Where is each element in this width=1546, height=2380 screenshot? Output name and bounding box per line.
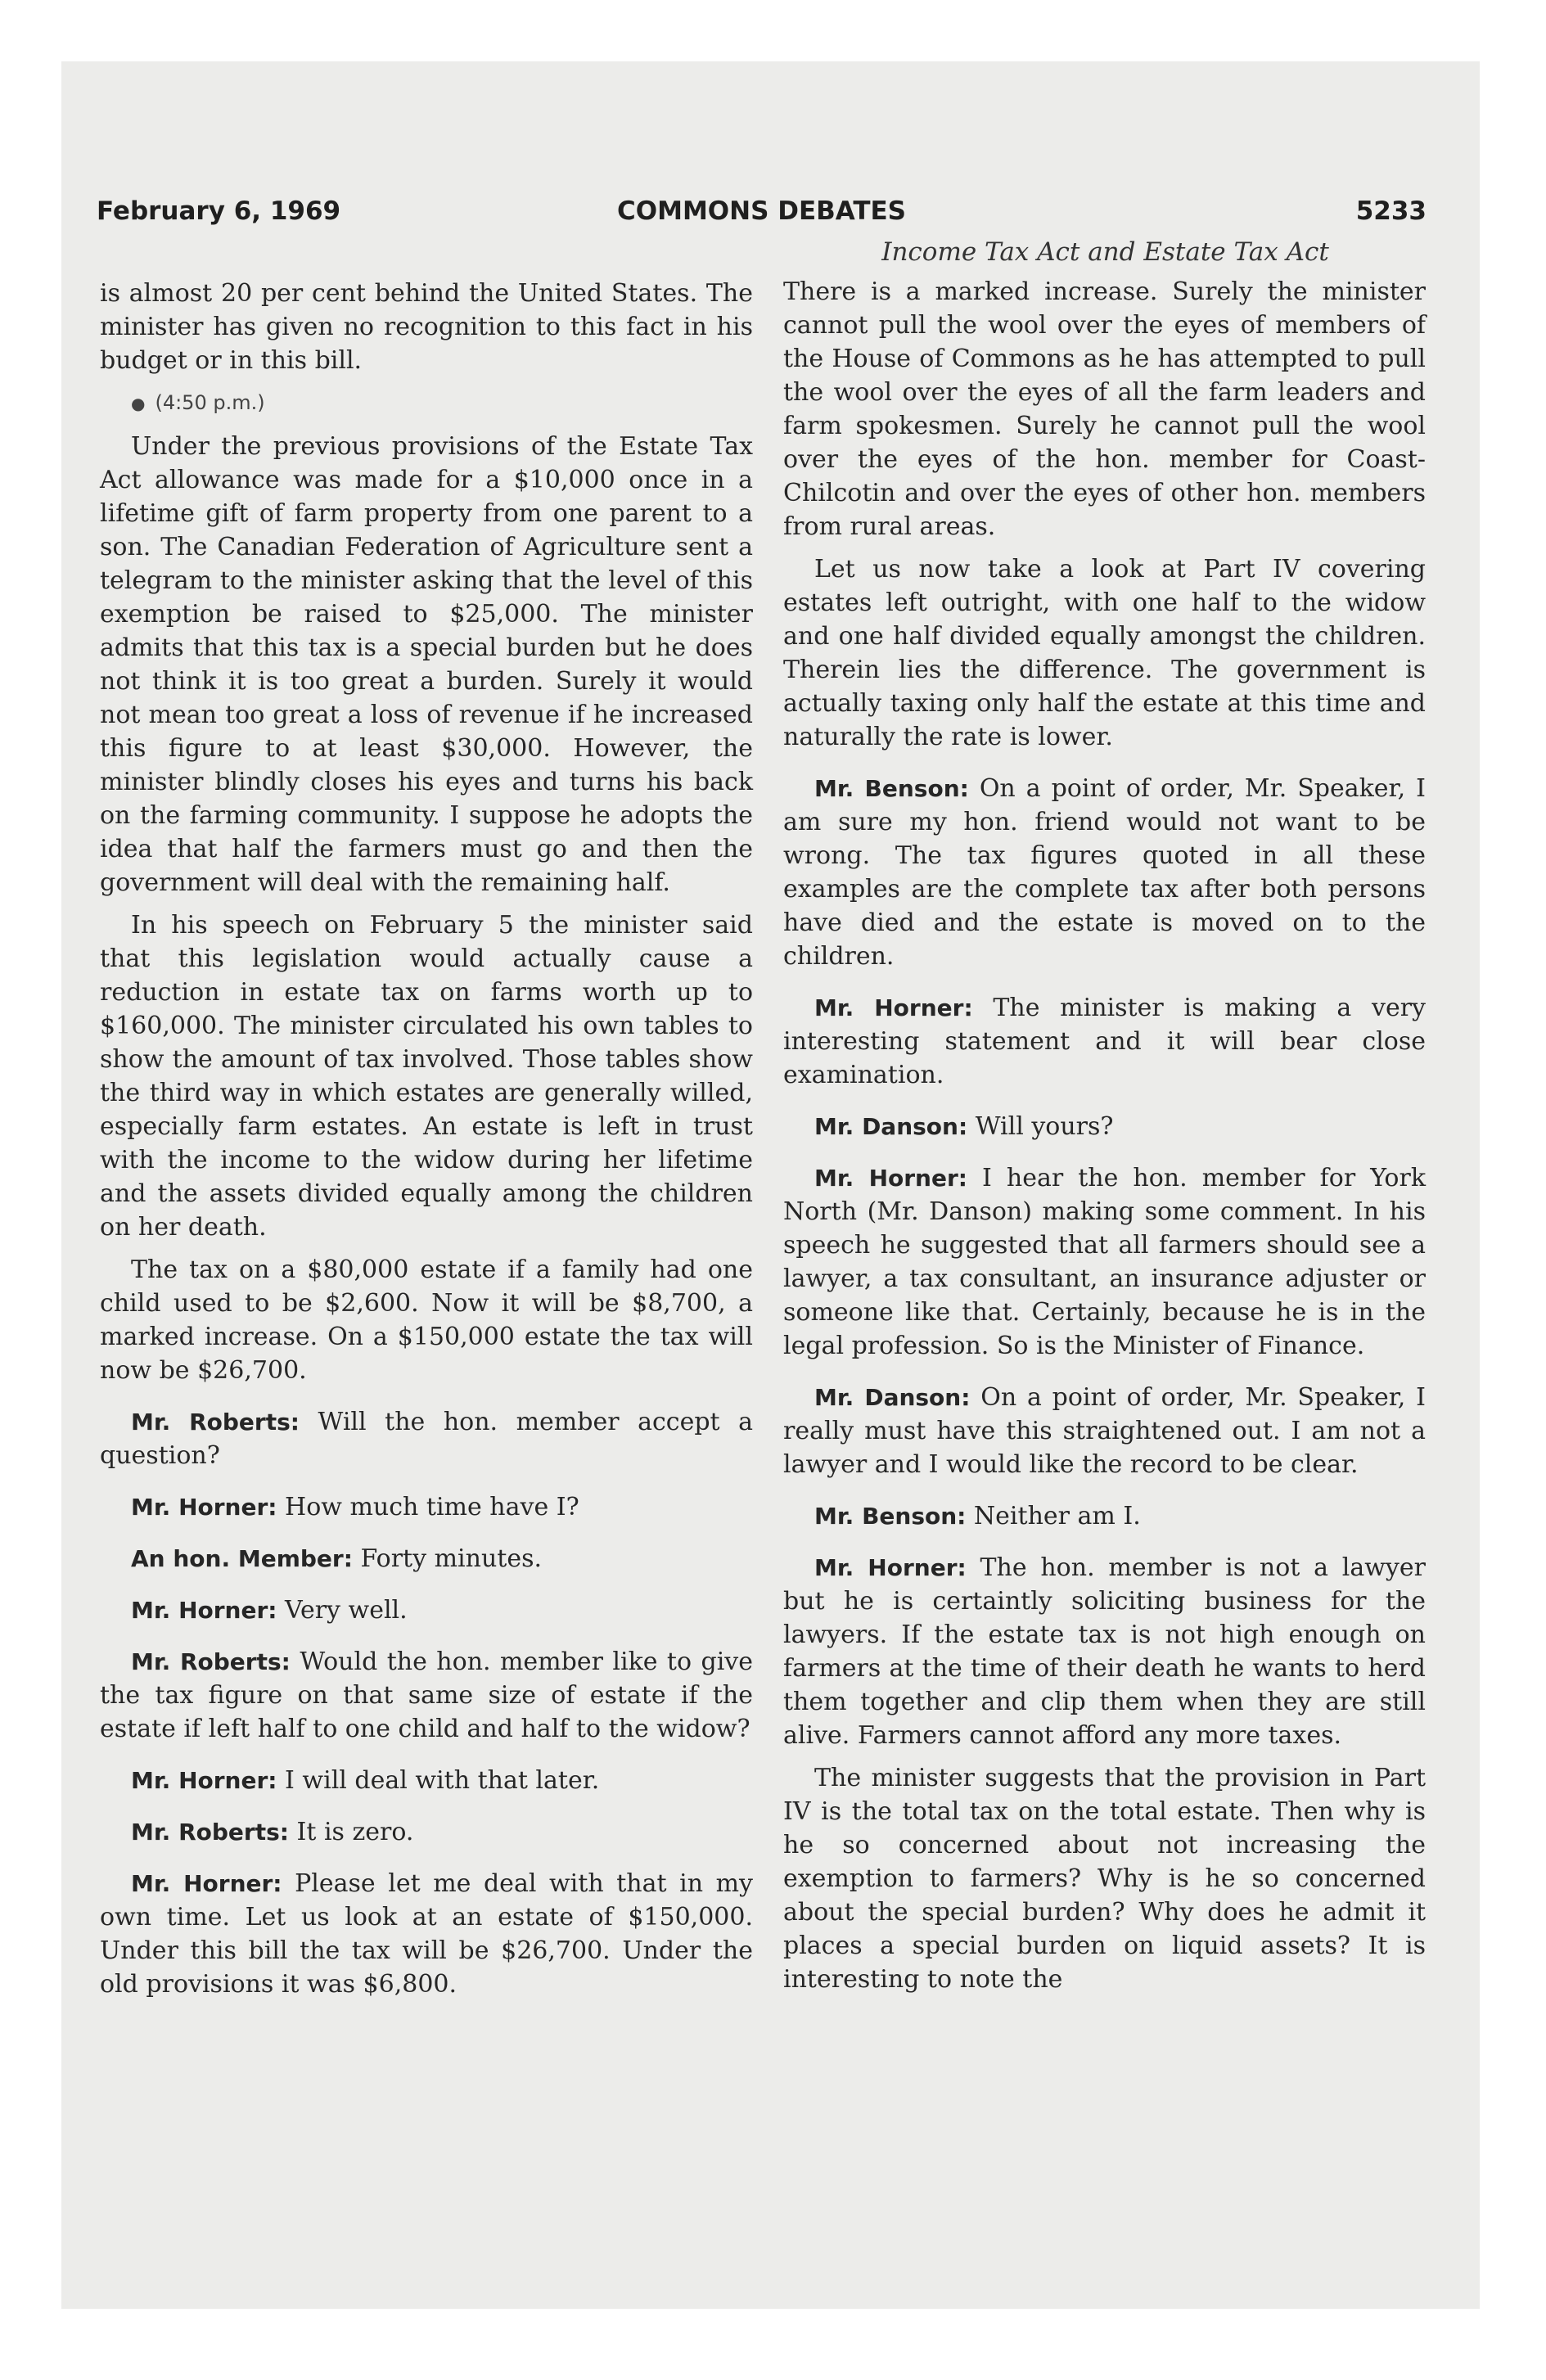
- speech: [100, 1764, 753, 1797]
- paragraph: The tax on a $80,000 estate if a family had one child used to be $2,600. Now it will be $8,700, a marked increase. On a $150,000 estate the tax will now be $26,700.: [100, 1255, 753, 1385]
- speech: [783, 991, 1426, 1092]
- speaker-name: Mr. Horner:: [131, 1767, 277, 1794]
- paragraph: Under the previous provisions of the Estate Tax Act allowance was made for a $10,000 once in a lifetime gift of farm property from one parent to a son. The Canadian Federation of Agriculture sent a telegram to the minister asking that the level of this exemption be raised to $25,000. The minister admits that this tax is a special burden but he does not think it is too great a burden. Surely it would not mean too great a loss of revenue if he increased this figure to at least $30,000. However, the minister blindly closes his eyes and turns his back on the farming community. I suppose he adopts the idea that half the farmers must go and then the government will deal with the remaining half.: [100, 432, 753, 897]
- time-marker: [100, 386, 753, 421]
- speaker-name: Mr. Horner:: [814, 994, 973, 1021]
- speech-text: How much time have I?: [285, 1493, 579, 1521]
- speaker-name: Mr. Danson:: [814, 1113, 968, 1140]
- speech-text: I will deal with that later.: [285, 1766, 600, 1795]
- speech: [783, 1110, 1426, 1143]
- speech: [783, 1381, 1426, 1481]
- speaker-name: Mr. Roberts:: [131, 1409, 300, 1436]
- speaker-name: An hon. Member:: [131, 1545, 353, 1572]
- header-title: COMMONS DEBATES: [617, 196, 906, 226]
- speech-text: On a point of order, Mr. Speaker, I am sure my hon. friend would not want to be wrong. The tax figures quoted in all these examples are the complete tax after both persons have died and the estate is moved on to the children.: [783, 774, 1426, 971]
- speech: [100, 1867, 753, 2001]
- speech: [100, 1490, 753, 1524]
- speaker-name: Mr. Horner:: [131, 1494, 277, 1521]
- speech-text: On a point of order, Mr. Speaker, I really must have this straightened out. I am not a lawyer and I would like the record to be clear.: [783, 1383, 1426, 1479]
- speech: [783, 772, 1426, 973]
- bullet-icon: ●: [131, 394, 146, 413]
- speaker-name: Mr. Benson:: [814, 775, 969, 802]
- speaker-name: Mr. Roberts:: [131, 1648, 291, 1675]
- speaker-name: Mr. Horner:: [814, 1554, 967, 1581]
- paragraph: There is a marked increase. Surely the minister cannot pull the wool over the eyes of members of the House of Commons as he has attempted to pull the wool over the eyes of all the farm leaders and farm spokesmen. Surely he cannot pull the wool over the eyes of the hon. member for Coast-Chilcotin and over the eyes of other hon. members from rural areas.: [783, 277, 1426, 541]
- speaker-name: Mr. Horner:: [131, 1597, 277, 1624]
- speech-text: Neither am I.: [973, 1502, 1141, 1530]
- speech: [783, 1161, 1426, 1363]
- speech: [783, 1499, 1426, 1533]
- speech: [783, 1551, 1426, 1752]
- header-page-number: 5233: [1355, 196, 1427, 226]
- paragraph: The minister suggests that the provision in Part IV is the total tax on the total estate. Then why is he so concerned about not increasing the exemption to farmers? Why is he so concerned about the special burden? Why does he admit it places a special burden on liquid assets? It is interesting to note the: [783, 1764, 1426, 1994]
- speech-text: Will yours?: [975, 1112, 1114, 1141]
- speech-text: Will the hon. member accept a question?: [100, 1408, 754, 1470]
- speaker-name: Mr. Horner:: [131, 1870, 282, 1897]
- speech-text: Very well.: [285, 1596, 408, 1625]
- right-column: [783, 275, 1426, 2005]
- paragraph: In his speech on February 5 the minister said that this legislation would actually cause a reduction in estate tax on farms worth up to $160,000. The minister circulated his own tables to show the amount of tax involved. Those tables show the third way in which estates are generally willed, especially farm estates. An estate is left in trust with the income to the widow during her lifetime and the assets divided equally among the children on her death.: [100, 911, 753, 1242]
- speech: [100, 1645, 753, 1746]
- time-marker-text: (4:50 p.m.): [155, 391, 265, 414]
- speech-text: Forty minutes.: [360, 1544, 543, 1573]
- speaker-name: Mr. Horner:: [814, 1165, 967, 1192]
- running-head: Income Tax Act and Estate Tax Act: [881, 237, 1329, 267]
- speech-text: Would the hon. member like to give the tax figure on that same size of estate if the estate if left half to one child and half to the widow?: [100, 1648, 753, 1743]
- paragraph: is almost 20 per cent behind the United States. The minister has given no recognition to this fact in his budget or in this bill.: [100, 279, 753, 375]
- header-date: February 6, 1969: [97, 196, 341, 226]
- speech: [100, 1542, 753, 1575]
- speech-text: The minister is making a very interesting statement and it will bear close examination.: [783, 994, 1426, 1089]
- speech-text: The hon. member is not a lawyer but he is certaintly soliciting business for the lawyers. If the estate tax is not high enough on farmers at the time of their death he wants to herd them together and clip them when they are still alive. Farmers cannot afford any more taxes.: [783, 1553, 1426, 1750]
- page-header: [97, 196, 1427, 232]
- left-column: [100, 277, 753, 2010]
- speech: [100, 1593, 753, 1627]
- speaker-name: Mr. Danson:: [814, 1384, 971, 1411]
- speaker-name: Mr. Benson:: [814, 1503, 967, 1530]
- paragraph: Let us now take a look at Part IV covering estates left outright, with one half to the widow and one half divided equally amongst the children. Therein lies the difference. The government is actually taxing only half the estate at this time and naturally the rate is lower.: [783, 555, 1426, 751]
- speaker-name: Mr. Roberts:: [131, 1819, 289, 1846]
- speech-text: Please let me deal with that in my own time. Let us look at an estate of $150,000. Under this bill the tax will be $26,700. Under the old provisions it was $6,800.: [100, 1869, 753, 1999]
- speech: [100, 1405, 753, 1472]
- speech-text: I hear the hon. member for York North (Mr. Danson) making some comment. In his speech he suggested that all farmers should see a lawyer, a tax consultant, an insurance adjuster or someone like that. Certainly, because he is in the legal profession. So is the Minister of Finance.: [783, 1164, 1426, 1360]
- speech: [100, 1815, 753, 1849]
- speech-text: It is zero.: [296, 1818, 414, 1846]
